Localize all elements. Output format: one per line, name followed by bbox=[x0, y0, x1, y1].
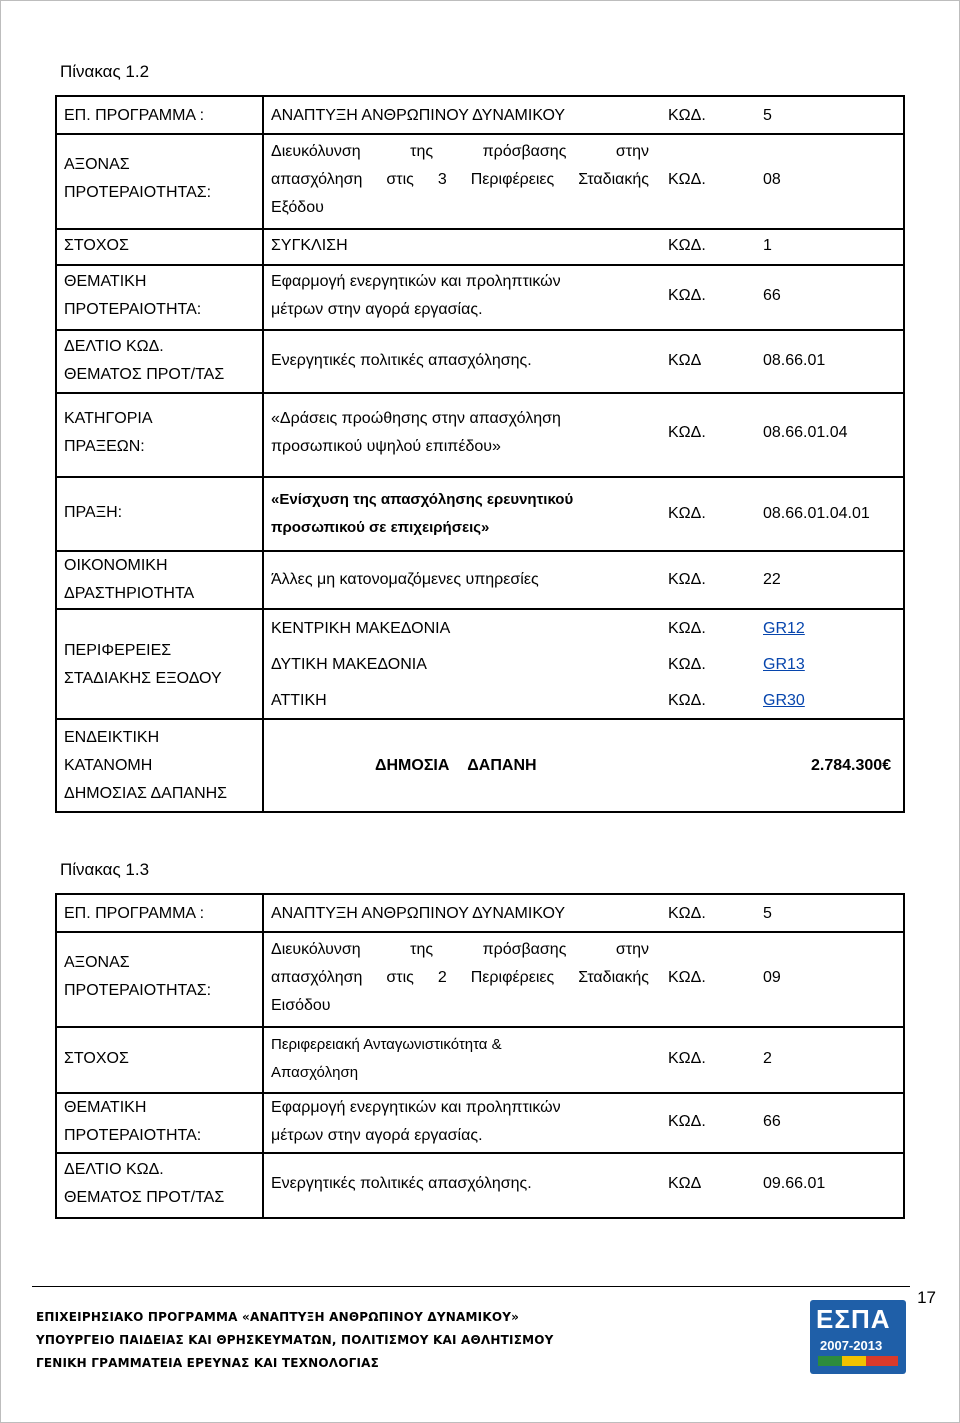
axis-line-2: απασχόληση στις 3 Περιφέρειες Σταδιακής bbox=[271, 171, 649, 188]
theme-delta-label-2: ΘΕΜΑΤΟΣ ΠΡΟΤ/ΤΑΣ bbox=[64, 1189, 225, 1206]
theme-delta-label-1: ΔΕΛΤΙΟ ΚΩΔ. bbox=[64, 338, 164, 355]
regions-label-1: ΠΕΡΙΦΕΡΕΙΕΣ bbox=[64, 642, 172, 659]
row-thematic bbox=[57, 264, 903, 331]
category-label-1: ΚΑΤΗΓΟΡΙΑ bbox=[64, 410, 153, 427]
category-line-1: «Δράσεις προώθησης στην απασχόληση bbox=[271, 410, 561, 427]
program-code: 5 bbox=[763, 107, 772, 124]
axis-line-1: Διευκόλυνση της πρόσβασης στην bbox=[271, 941, 649, 958]
thematic-label-1: ΘΕΜΑΤΙΚΗ bbox=[64, 273, 147, 290]
economic-code: 22 bbox=[763, 571, 781, 588]
region-code-link[interactable]: GR30 bbox=[763, 692, 805, 709]
theme-delta-kod: ΚΩΔ bbox=[668, 352, 702, 369]
goal-line-2: Απασχόληση bbox=[271, 1064, 359, 1081]
page-number: 17 bbox=[917, 1288, 936, 1307]
thematic-label-2: ΠΡΟΤΕΡΑΙΟΤΗΤΑ: bbox=[64, 1127, 202, 1144]
theme-delta-kod: ΚΩΔ bbox=[668, 1175, 702, 1192]
goal-code: 2 bbox=[763, 1050, 772, 1067]
table-1-2-caption: Πίνακας 1.2 bbox=[60, 62, 150, 81]
row-theme-delta bbox=[57, 329, 903, 394]
thematic-line-1: Εφαρμογή ενεργητικών και προληπτικών bbox=[271, 1099, 561, 1116]
axis-code: 08 bbox=[763, 171, 781, 188]
goal-label: ΣΤΟΧΟΣ bbox=[64, 237, 129, 254]
row-axis bbox=[57, 133, 903, 230]
region-code-link[interactable]: GR13 bbox=[763, 656, 805, 673]
action-label: ΠΡΑΞΗ: bbox=[64, 504, 123, 521]
theme-delta-value: Ενεργητικές πολιτικές απασχόλησης. bbox=[271, 352, 532, 369]
goal-kod: ΚΩΔ. bbox=[668, 237, 706, 254]
row-economic bbox=[57, 550, 903, 610]
row-goal bbox=[57, 228, 903, 266]
row-category bbox=[57, 392, 903, 478]
axis-code: 09 bbox=[763, 969, 781, 986]
expense-amount-wrap: 2.784.300€ bbox=[811, 757, 892, 774]
regions-label-2: ΣΤΑΔΙΑΚΗΣ ΕΞΟΔΟΥ bbox=[64, 670, 222, 687]
action-line-1: «Ενίσχυση της απασχόλησης ερευνητικού bbox=[271, 491, 574, 508]
axis-kod: ΚΩΔ. bbox=[668, 171, 706, 188]
goal-code: 1 bbox=[763, 237, 772, 254]
economic-kod: ΚΩΔ. bbox=[668, 571, 706, 588]
footer-line-2: ΥΠΟΥΡΓΕΙΟ ΠΑΙΔΕΙΑΣ ΚΑΙ ΘΡΗΣΚΕΥΜΑΤΩΝ, ΠΟΛΙΤΙΣΜΟΥ ΚΑΙ ΑΘΛΗΤΙΣΜΟΥ bbox=[36, 1333, 554, 1347]
program-label: ΕΠ. ΠΡΟΓΡΑΜΜΑ : bbox=[64, 905, 205, 922]
category-code: 08.66.01.04 bbox=[763, 424, 848, 441]
footer-line-1: ΕΠΙΧΕΙΡΗΣΙΑΚΟ ΠΡΟΓΡΑΜΜΑ «ΑΝΑΠΤΥΞΗ ΑΝΘΡΩΠΙΝΟΥ ΔΥΝΑΜΙΚΟΥ» bbox=[36, 1310, 520, 1324]
program-label: ΕΠ. ΠΡΟΓΡΑΜΜΑ : bbox=[64, 107, 205, 124]
region-kod: ΚΩΔ. bbox=[668, 656, 706, 673]
expense-label-3: ΔΗΜΟΣΙΑΣ ΔΑΠΑΝΗΣ bbox=[64, 785, 228, 802]
expense-amount: 2.784.300 bbox=[811, 757, 883, 774]
axis-kod: ΚΩΔ. bbox=[668, 969, 706, 986]
axis-label-1: ΑΞΟΝΑΣ bbox=[64, 954, 130, 971]
row-thematic bbox=[57, 1092, 903, 1154]
espa-logo-years: 2007-2013 bbox=[820, 1338, 883, 1353]
region-kod: ΚΩΔ. bbox=[668, 620, 706, 637]
thematic-code: 66 bbox=[763, 287, 781, 304]
theme-delta-label-1: ΔΕΛΤΙΟ ΚΩΔ. bbox=[64, 1161, 164, 1178]
row-public-expense bbox=[57, 718, 903, 809]
region-name: ΑΤΤΙΚΗ bbox=[271, 692, 327, 709]
thematic-line-2: μέτρων στην αγορά εργασίας. bbox=[271, 301, 483, 318]
thematic-code: 66 bbox=[763, 1113, 781, 1130]
row-action bbox=[57, 476, 903, 552]
row-axis bbox=[57, 931, 903, 1028]
espa-logo bbox=[810, 1300, 906, 1374]
expense-value: ΔΗΜΟΣΙΑ ΔΑΠΑΝΗ bbox=[375, 757, 537, 774]
column-divider bbox=[262, 895, 264, 1217]
thematic-line-2: μέτρων στην αγορά εργασίας. bbox=[271, 1127, 483, 1144]
economic-value: Άλλες μη κατονομαζόμενες υπηρεσίες bbox=[271, 571, 539, 588]
axis-line-1: Διευκόλυνση της πρόσβασης στην bbox=[271, 143, 649, 160]
region-code-link[interactable]: GR12 bbox=[763, 620, 805, 637]
axis-label-1: ΑΞΟΝΑΣ bbox=[64, 156, 130, 173]
category-line-2: προσωπικού υψηλού επιπέδου» bbox=[271, 438, 501, 455]
action-line-2: προσωπικού σε επιχειρήσεις» bbox=[271, 519, 490, 536]
axis-label-2: ΠΡΟΤΕΡΑΙΟΤΗΤΑΣ: bbox=[64, 184, 212, 201]
espa-logo-text: ΕΣΠΑ bbox=[816, 1304, 891, 1334]
row-program bbox=[57, 895, 903, 933]
footer-rule bbox=[32, 1286, 910, 1287]
axis-label-2: ΠΡΟΤΕΡΑΙΟΤΗΤΑΣ: bbox=[64, 982, 212, 999]
action-kod: ΚΩΔ. bbox=[668, 505, 706, 522]
program-code: 5 bbox=[763, 905, 772, 922]
theme-delta-code: 08.66.01 bbox=[763, 352, 826, 369]
category-label-2: ΠΡΑΞΕΩΝ: bbox=[64, 438, 145, 455]
economic-label-1: ΟΙΚΟΝΟΜΙΚΗ bbox=[64, 557, 168, 574]
thematic-label-2: ΠΡΟΤΕΡΑΙΟΤΗΤΑ: bbox=[64, 301, 202, 318]
program-kod: ΚΩΔ. bbox=[668, 905, 706, 922]
goal-line-1: Περιφερειακή Ανταγωνιστικότητα & bbox=[271, 1036, 502, 1053]
region-name: ΚΕΝΤΡΙΚΗ ΜΑΚΕΔΟΝΙΑ bbox=[271, 620, 451, 637]
theme-delta-label-2: ΘΕΜΑΤΟΣ ΠΡΟΤ/ΤΑΣ bbox=[64, 366, 225, 383]
goal-kod: ΚΩΔ. bbox=[668, 1050, 706, 1067]
program-kod: ΚΩΔ. bbox=[668, 107, 706, 124]
program-value: ΑΝΑΠΤΥΞΗ ΑΝΘΡΩΠΙΝΟΥ ΔΥΝΑΜΙΚΟΥ bbox=[271, 905, 566, 922]
thematic-line-1: Εφαρμογή ενεργητικών και προληπτικών bbox=[271, 273, 561, 290]
goal-value: ΣΥΓΚΛΙΣΗ bbox=[271, 237, 348, 254]
espa-logo-bars bbox=[818, 1356, 898, 1366]
row-program bbox=[57, 97, 903, 135]
thematic-label-1: ΘΕΜΑΤΙΚΗ bbox=[64, 1099, 147, 1116]
category-kod: ΚΩΔ. bbox=[668, 424, 706, 441]
theme-delta-code: 09.66.01 bbox=[763, 1175, 826, 1192]
axis-line-3: Εισόδου bbox=[271, 997, 331, 1014]
expense-label-2: ΚΑΤΑΝΟΜΗ bbox=[64, 757, 153, 774]
axis-line-2: απασχόληση στις 2 Περιφέρειες Σταδιακής bbox=[271, 969, 649, 986]
table-1-3 bbox=[55, 893, 905, 1219]
row-goal bbox=[57, 1026, 903, 1094]
row-regions bbox=[57, 608, 903, 720]
thematic-kod: ΚΩΔ. bbox=[668, 1113, 706, 1130]
expense-label-1: ΕΝΔΕΙΚΤΙΚΗ bbox=[64, 729, 160, 746]
theme-delta-value: Ενεργητικές πολιτικές απασχόλησης. bbox=[271, 1175, 532, 1192]
footer-line-3: ΓΕΝΙΚΗ ΓΡΑΜΜΑΤΕΙΑ ΕΡΕΥΝΑΣ ΚΑΙ ΤΕΧΝΟΛΟΓΙΑΣ bbox=[36, 1356, 380, 1370]
column-divider bbox=[262, 97, 264, 811]
economic-label-2: ΔΡΑΣΤΗΡΙΟΤΗΤΑ bbox=[64, 585, 195, 602]
region-kod: ΚΩΔ. bbox=[668, 692, 706, 709]
table-1-2 bbox=[55, 95, 905, 813]
program-value: ΑΝΑΠΤΥΞΗ ΑΝΘΡΩΠΙΝΟΥ ΔΥΝΑΜΙΚΟΥ bbox=[271, 107, 566, 124]
row-theme-delta bbox=[57, 1152, 903, 1215]
region-name: ΔΥΤΙΚΗ ΜΑΚΕΔΟΝΙΑ bbox=[271, 656, 427, 673]
action-code: 08.66.01.04.01 bbox=[763, 505, 870, 522]
axis-line-3: Εξόδου bbox=[271, 199, 324, 216]
table-1-3-caption: Πίνακας 1.3 bbox=[60, 860, 150, 879]
thematic-kod: ΚΩΔ. bbox=[668, 287, 706, 304]
goal-label: ΣΤΟΧΟΣ bbox=[64, 1050, 129, 1067]
